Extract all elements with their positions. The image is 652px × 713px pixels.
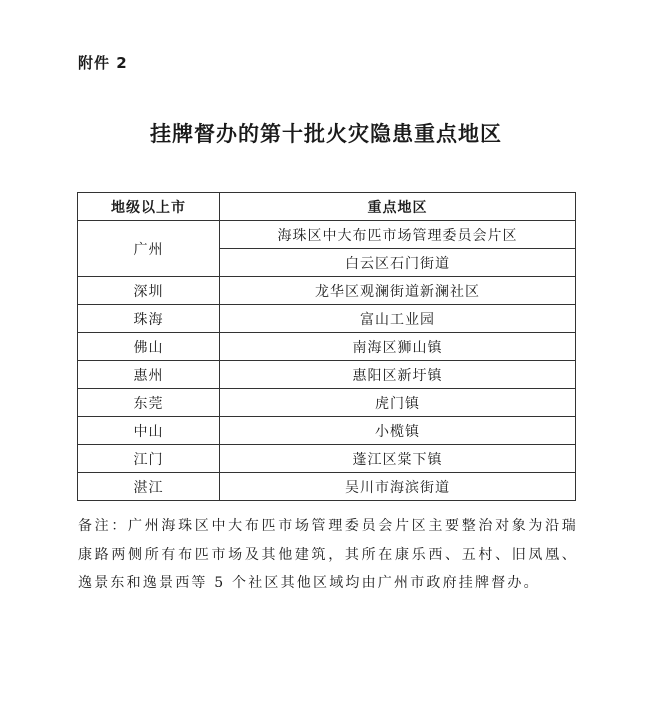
city-cell: 珠海	[78, 305, 220, 333]
remarks-paragraph: 备注：广州海珠区中大布匹市场管理委员会片区主要整治对象为沿瑞康路两侧所有布匹市场及其他建筑，其所在康乐西、五村、旧凤凰、逸景东和逸景西等 5 个社区其他区域均由广州市政府挂牌督办。	[78, 518, 578, 591]
city-cell: 东莞	[78, 389, 220, 417]
area-cell: 虎门镇	[220, 389, 576, 417]
city-cell: 惠州	[78, 361, 220, 389]
area-cell: 蓬江区棠下镇	[220, 445, 576, 473]
area-cell: 南海区狮山镇	[220, 333, 576, 361]
area-cell: 小榄镇	[220, 417, 576, 445]
table-row	[78, 305, 576, 333]
table-row	[78, 473, 576, 501]
city-cell: 佛山	[78, 333, 220, 361]
key-areas-table	[77, 192, 576, 501]
city-cell: 湛江	[78, 473, 220, 501]
area-cell: 龙华区观澜街道新澜社区	[220, 277, 576, 305]
table-row	[78, 445, 576, 473]
document-title: 挂牌督办的第十批火灾隐患重点地区	[150, 122, 502, 146]
table-row	[78, 221, 576, 249]
area-cell: 海珠区中大布匹市场管理委员会片区	[220, 221, 576, 249]
area-cell: 富山工业园	[220, 305, 576, 333]
area-cell: 吴川市海滨街道	[220, 473, 576, 501]
table-row	[78, 277, 576, 305]
header-city: 地级以上市	[78, 193, 220, 221]
area-cell: 白云区石门街道	[220, 249, 576, 277]
area-cell: 惠阳区新圩镇	[220, 361, 576, 389]
header-area: 重点地区	[220, 193, 576, 221]
table-row	[78, 361, 576, 389]
table-row	[78, 417, 576, 445]
city-cell: 深圳	[78, 277, 220, 305]
attachment-label: 附件 2	[78, 54, 128, 72]
city-cell: 江门	[78, 445, 220, 473]
table-row	[78, 389, 576, 417]
city-cell: 中山	[78, 417, 220, 445]
city-cell: 广州	[78, 221, 220, 277]
table-header-row	[78, 193, 576, 221]
table-row	[78, 333, 576, 361]
